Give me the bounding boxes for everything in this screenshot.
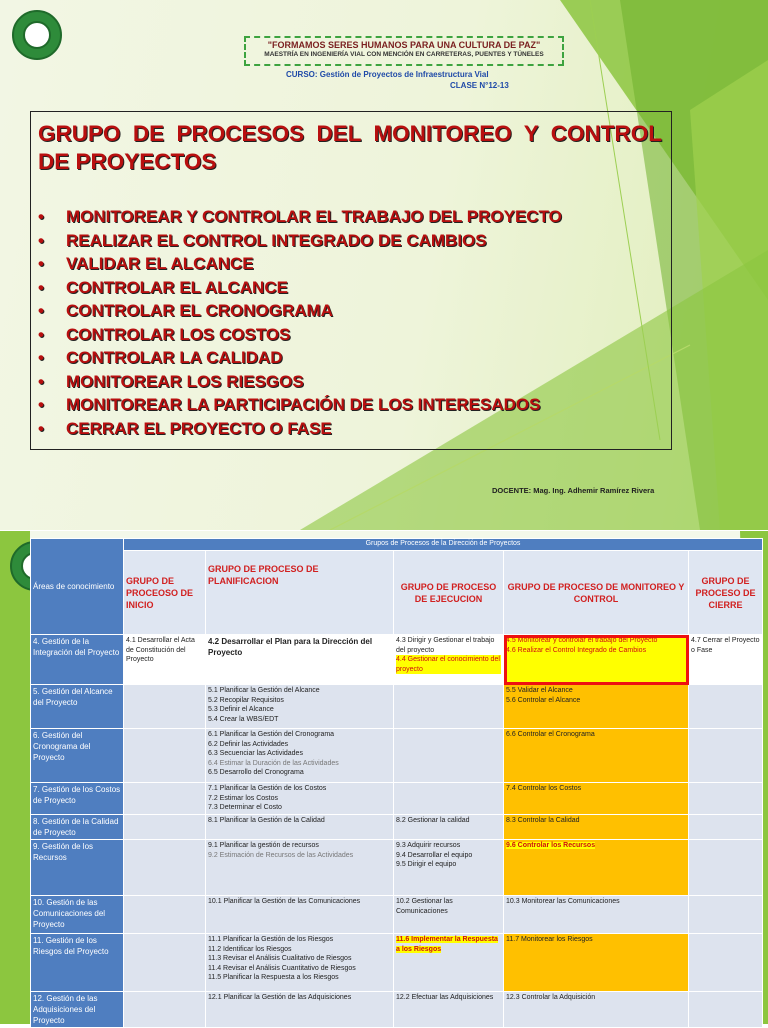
cell-comunicaciones-ejecucion: 10.2 Gestionar las Comunicaciones [394,896,504,934]
cell-riesgos-plan: 11.1 Planificar la Gestión de los Riesgos 11.2 Identificar los Riesgos 11.3 Revisar el Análisis Cualitativo de Riesgos 11.4 Revisar el Análisis Cuantitativo de Riesgos 11.5 Planificar la Respuesta a los Riesgos [206,934,394,992]
process-9-6: 9.6 Controlar los Recursos [506,842,596,849]
table-row [31,840,763,896]
process-4-5: 4.5 Monitorear y controlar el trabajo del Proyecto [506,637,658,644]
slide-title: GRUPO DE PROCESOS DEL MONITOREO Y CONTROL DE PROYECTOS [38,121,662,174]
cell-comunicaciones-plan: 10.1 Planificar la Gestión de las Comunicaciones [206,896,394,934]
teacher-name: DOCENTE: Mag. Ing. Adhemir Ramírez Rivera [492,486,655,495]
process-list-item [38,299,562,323]
area-integracion: 4. Gestión de la Integración del Proyecto [31,635,124,685]
process-matrix-table [30,538,763,1028]
process-list-item [38,229,562,253]
university-seal-logo [12,10,62,60]
process-4-3: 4.3 Dirigir y Gestionar el trabajo del proyecto [396,637,495,654]
process-list-item [38,323,562,347]
area-riesgos: 11. Gestión de los Riesgos del Proyecto [31,934,124,992]
process-11-6: 11.6 Implementar la Respuesta a los Riesgos [396,936,498,953]
process-list [38,205,562,440]
bullet-icon: • [38,230,44,250]
area-costos: 7. Gestión de los Costos de Proyecto [31,783,124,815]
process-4-6: 4.6 Realizar el Control Integrado de Cambios [506,646,647,654]
area-alcance: 5. Gestión del Alcance del Proyecto [31,685,124,729]
cell-costos-plan: 7.1 Planificar la Gestión de los Costos 7.2 Estimar los Costos 7.3 Determinar el Costo [206,783,394,815]
cell-alcance-plan: 5.1 Planificar la Gestión del Alcance 5.2 Recopilar Requisitos 5.3 Definir el Alcance 5.4 Crear la WBS/EDT [206,685,394,729]
process-label: CONTROLAR LOS COSTOS [66,324,291,344]
bullet-icon: • [38,301,44,320]
process-label: CERRAR EL PROYECTO O FASE [66,418,332,438]
process-label: MONITOREAR LOS RIESGOS [66,371,304,391]
area-comunicaciones: 10. Gestión de las Comunicaciones del Proyecto [31,896,124,934]
table-row [31,934,763,992]
header-inicio: GRUPO DE PROCEOSO DE INICIO [124,551,206,635]
cell-integracion-monitoreo [504,635,689,685]
process-list-item [38,417,562,441]
cell-integracion-plan: 4.2 Desarrollar el Plan para la Dirección del Proyecto [206,635,394,685]
cell-adquisiciones-plan: 12.1 Planificar la Gestión de las Adquisiciones [206,992,394,1028]
bullet-icon: • [38,207,44,226]
bullet-icon: • [38,395,44,414]
cell-riesgos-monitoreo: 11.7 Monitorear los Riesgos [504,934,689,992]
bullet-icon: • [38,254,44,273]
process-label: CONTROLAR EL ALCANCE [66,277,288,297]
table-row [31,896,763,934]
table-row [31,992,763,1028]
cell-alcance-monitoreo: 5.5 Validar el Alcance 5.6 Controlar el Alcance [504,685,689,729]
table-header-row [31,551,763,635]
cell-integracion-inicio: 4.1 Desarrollar el Acta de Constitución del Proyecto [124,635,206,685]
area-cronograma: 6. Gestión del Cronograma del Proyecto [31,729,124,783]
cell-recursos-ejecucion: 9.3 Adquirir recursos 9.4 Desarrollar el equipo 9.5 Dirigir el equipo [394,840,504,896]
bullet-icon: • [38,324,44,344]
process-list-item [38,252,562,276]
cell-cronograma-monitoreo: 6.6 Controlar el Cronograma [504,729,689,783]
cell-riesgos-ejecucion [394,934,504,992]
cell-recursos-plan: 9.1 Planificar la gestión de recursos 9.2 Estimación de Recursos de las Actividades [206,840,394,896]
process-list-item [38,346,562,370]
table-row [31,635,763,685]
bullet-icon: • [38,418,44,438]
class-number: CLASE N°12-13 [450,81,509,90]
header-planificacion: GRUPO DE PROCESO DE PLANIFICACION [206,551,394,635]
table-row [31,783,763,815]
cell-integracion-cierre: 4.7 Cerrar el Proyecto o Fase [689,635,763,685]
bullet-icon: • [38,348,44,367]
process-list-item [38,205,562,229]
area-adquisiciones: 12. Gestión de las Adquisiciones del Proyecto [31,992,124,1028]
cell-adquisiciones-ejecucion: 12.2 Efectuar las Adquisiciones [394,992,504,1028]
process-label: MONITOREAR LA PARTICIPACIÓN DE LOS INTERESADOS [66,395,541,414]
header-monitoreo: GRUPO DE PROCESO DE MONITOREO Y CONTROL [504,551,689,635]
process-list-item [38,276,562,300]
process-label: VALIDAR EL ALCANCE [66,254,254,273]
header-ejecucion: GRUPO DE PROCESO DE EJECUCION [394,551,504,635]
cell-calidad-plan: 8.1 Planificar la Gestión de la Calidad [206,815,394,840]
bullet-icon: • [38,371,44,391]
area-recursos: 9. Gestión de los Recursos [31,840,124,896]
cell-recursos-monitoreo [504,840,689,896]
table-band-row [31,539,763,551]
motto-text: "FORMAMOS SERES HUMANOS PARA UNA CULTURA DE PAZ" [267,40,541,50]
process-groups-band: Grupos de Procesos de la Dirección de Proyectos [124,539,763,551]
area-header: Áreas de conocimiento [31,539,124,635]
table-row [31,815,763,840]
process-list-item [38,370,562,394]
motto-banner [244,36,564,66]
cell-cronograma-plan: 6.1 Planificar la Gestión del Cronograma 6.2 Definir las Actividades 6.3 Secuenciar las Actividades 6.4 Estimar la Duración de las Actividades 6.5 Desarrollo del Cronograma [206,729,394,783]
course-name: CURSO: Gestión de Proyectos de Infraestructura Vial [286,70,489,79]
process-label: CONTROLAR EL CRONOGRAMA [66,301,333,320]
cell-calidad-monitoreo: 8.3 Controlar la Calidad [504,815,689,840]
header-cierre: GRUPO DE PROCESO DE CIERRE [689,551,763,635]
process-label: MONITOREAR Y CONTROLAR EL TRABAJO DEL PROYECTO [66,207,562,226]
table-row [31,729,763,783]
process-label: CONTROLAR LA CALIDAD [66,348,283,367]
table-row [31,685,763,729]
cell-calidad-ejecucion: 8.2 Gestionar la calidad [394,815,504,840]
cell-integracion-ejecucion [394,635,504,685]
process-label: REALIZAR EL CONTROL INTEGRADO DE CAMBIOS [66,230,487,250]
cell-costos-monitoreo: 7.4 Controlar los Costos [504,783,689,815]
process-4-4: 4.4 Gestionar el conocimiento del proyecto [396,656,500,673]
area-calidad: 8. Gestión de la Calidad de Proyecto [31,815,124,840]
program-name: MAESTRÍA EN INGENIERÍA VIAL CON MENCIÓN EN CARRETERAS, PUENTES Y TÚNELES [264,51,544,58]
cell-comunicaciones-monitoreo: 10.3 Monitorear las Comunicaciones [504,896,689,934]
bullet-icon: • [38,277,44,297]
process-list-item [38,393,562,417]
cell-adquisiciones-monitoreo: 12.3 Controlar la Adquisición [504,992,689,1028]
